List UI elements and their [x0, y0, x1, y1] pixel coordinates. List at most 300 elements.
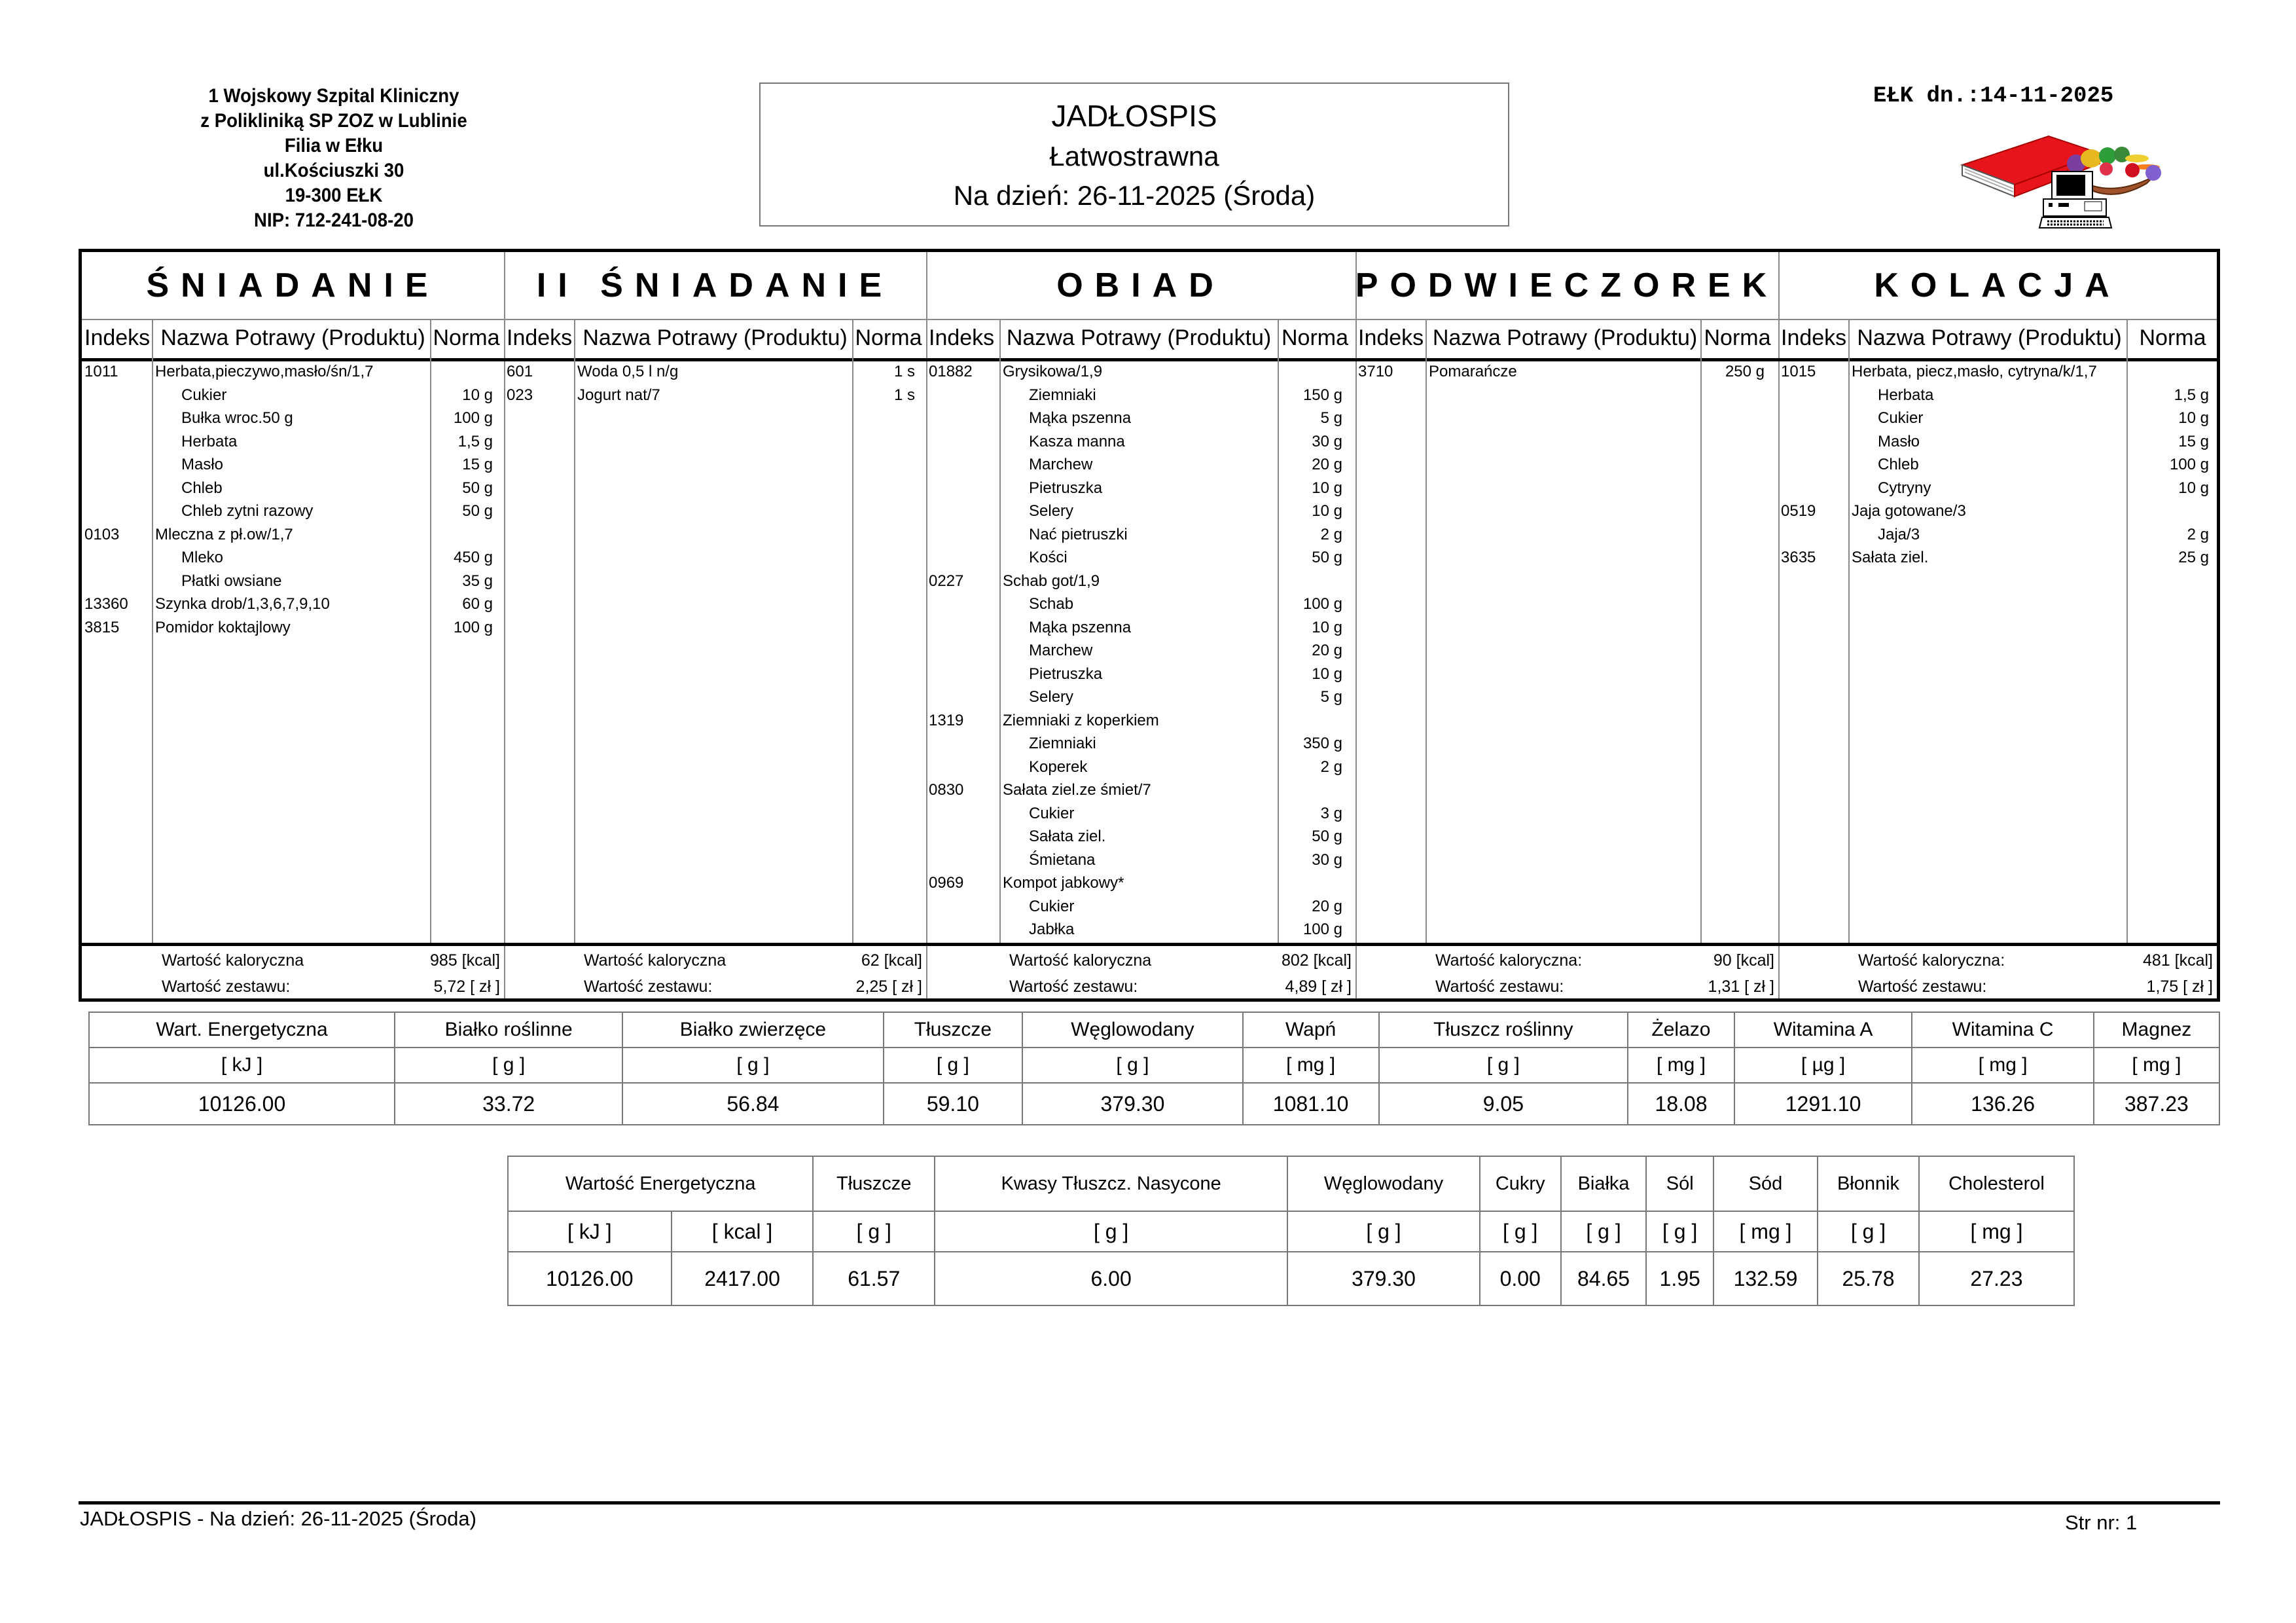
calories-value: 802 [kcal] — [1281, 951, 1352, 970]
cost-value: 5,72 [ zł ] — [433, 977, 500, 996]
menu-row — [1778, 407, 2217, 430]
item-norm: 50 g — [1312, 549, 1342, 566]
menu-row — [1778, 430, 2217, 454]
nutrient-header: Węglowodany — [1022, 1012, 1242, 1048]
menu-row — [1778, 360, 2217, 384]
menu-row — [926, 778, 1355, 802]
item-norm: 15 g — [462, 456, 493, 473]
column-header-norm: Norma — [855, 325, 922, 350]
menu-row — [82, 523, 504, 547]
menu-row — [82, 453, 504, 477]
menu-row — [926, 384, 1355, 407]
item-norm: 2 g — [2187, 525, 2209, 543]
column-header-name: Nazwa Potrawy (Produktu) — [583, 325, 848, 350]
ingredient-name: Kości — [1029, 549, 1067, 566]
menu-date: Na dzień: 26-11-2025 (Środa) — [953, 180, 1316, 211]
item-norm: 2 g — [1320, 757, 1342, 776]
cost-label: Wartość zestawu: — [162, 977, 291, 996]
nutrient-header: Kwasy Tłuszcz. Nasycone — [935, 1156, 1287, 1211]
column-header-name: Nazwa Potrawy (Produktu) — [1006, 325, 1272, 350]
nutrient-header: Białko zwierzęce — [622, 1012, 883, 1048]
footer-title: JADŁOSPIS - Na dzień: 26-11-2025 (Środa) — [80, 1507, 476, 1530]
nutrient-header: Magnez — [2094, 1012, 2219, 1048]
item-index: 1011 — [84, 363, 118, 380]
dish-name: Pomarańcze — [1429, 363, 1517, 380]
column-header-norm: Norma — [433, 325, 500, 350]
nutrient-header: Tłuszcze — [813, 1156, 935, 1211]
item-norm: 450 g — [453, 549, 493, 566]
item-norm: 25 g — [2178, 549, 2209, 566]
item-norm: 10 g — [1312, 479, 1342, 497]
column-header-index: Indeks — [84, 325, 151, 350]
nutrition-header-row — [508, 1156, 2074, 1211]
nutrient-unit: [ mg ] — [1713, 1211, 1818, 1252]
menu-row — [926, 523, 1355, 547]
item-norm: 3 g — [1320, 804, 1342, 822]
menu-row — [1355, 360, 1778, 384]
nutrient-value: 33.72 — [395, 1083, 622, 1125]
meal-title: PODWIECZOREK — [1355, 266, 1779, 304]
item-index: 13360 — [84, 595, 128, 613]
menu-row — [82, 477, 504, 500]
menu-row — [926, 593, 1355, 616]
item-index: 023 — [507, 386, 533, 404]
nutrient-unit: [ g ] — [395, 1048, 622, 1083]
item-norm: 1 s — [893, 363, 915, 380]
menu-row — [926, 756, 1355, 779]
menu-row — [926, 918, 1355, 941]
menu-row — [926, 546, 1355, 570]
nutrient-value: 136.26 — [1912, 1083, 2093, 1125]
menu-row — [926, 430, 1355, 454]
ingredient-name: Jabłka — [1029, 921, 1075, 938]
item-norm: 10 g — [1312, 618, 1342, 636]
nutrient-unit: [ mg ] — [1628, 1048, 1734, 1083]
ingredient-name: Herbata — [181, 432, 238, 450]
institution-line: Filia w Ełku — [284, 135, 384, 156]
dish-name: Herbata,pieczywo,masło/śn/1,7 — [155, 363, 374, 380]
nutrient-header: Żelazo — [1628, 1012, 1734, 1048]
calories-label: Wartość kaloryczna: — [1858, 951, 2005, 970]
nutrient-header: Witamina C — [1912, 1012, 2093, 1048]
cost-label: Wartość zestawu: — [1009, 977, 1138, 996]
meal-items — [504, 360, 926, 943]
menu-row — [926, 732, 1355, 756]
nutrient-header: Tłuszcz roślinny — [1379, 1012, 1628, 1048]
menu-row — [1778, 477, 2217, 500]
menu-row — [82, 570, 504, 593]
dish-name: Schab got/1,9 — [1003, 572, 1100, 590]
dish-name: Mleczna z pł.ow/1,7 — [155, 525, 293, 543]
dish-name: Kompot jabkowy* — [1003, 874, 1124, 892]
menu-row — [82, 360, 504, 384]
item-norm: 100 g — [453, 618, 493, 636]
nutrient-value: 25.78 — [1818, 1252, 1919, 1305]
item-norm: 5 g — [1320, 409, 1342, 427]
ingredient-name: Cukier — [1029, 897, 1075, 915]
menu-row — [82, 430, 504, 454]
nutrient-header: Wartość Energetyczna — [508, 1156, 813, 1211]
nutrient-header: Białka — [1561, 1156, 1647, 1211]
menu-row — [1778, 546, 2217, 570]
nutrient-unit: [ g ] — [935, 1211, 1287, 1252]
menu-row — [926, 453, 1355, 477]
nutrient-value: 18.08 — [1628, 1083, 1734, 1125]
item-norm: 2 g — [1320, 525, 1342, 543]
nutrition-table-label — [507, 1156, 2075, 1306]
cost-value: 1,75 [ zł ] — [2146, 977, 2213, 996]
ingredient-name: Schab — [1029, 595, 1074, 613]
meal-items — [1355, 360, 1778, 943]
menu-row — [1778, 453, 2217, 477]
ingredient-name: Cukier — [181, 386, 227, 404]
dish-name: Jaja gotowane/3 — [1852, 502, 1966, 520]
meal-column — [926, 252, 1355, 998]
item-index: 0519 — [1781, 502, 1816, 520]
dish-name: Herbata, piecz,masło, cytryna/k/1,7 — [1852, 363, 2097, 380]
institution-line: NIP: 712-241-08-20 — [254, 210, 414, 231]
footer-divider — [79, 1501, 2220, 1504]
ingredient-name: Sałata ziel. — [1029, 828, 1106, 845]
item-norm: 1,5 g — [2174, 386, 2209, 404]
ingredient-name: Śmietana — [1029, 850, 1096, 869]
menu-row — [926, 709, 1355, 733]
menu-row — [926, 500, 1355, 523]
menu-row — [926, 570, 1355, 593]
ingredient-name: Cytryny — [1878, 479, 1931, 497]
dish-name: Jogurt nat/7 — [577, 386, 660, 404]
nutrient-header: Tłuszcze — [884, 1012, 1023, 1048]
nutrient-value: 56.84 — [622, 1083, 883, 1125]
column-header-name: Nazwa Potrawy (Produktu) — [1857, 325, 2122, 350]
nutrient-unit: [ g ] — [1022, 1048, 1242, 1083]
column-header-norm: Norma — [1704, 325, 1771, 350]
meal-column — [1355, 252, 1778, 998]
item-norm: 20 g — [1312, 642, 1342, 659]
ingredient-name: Chleb — [181, 479, 223, 497]
item-norm: 10 g — [1312, 665, 1342, 683]
item-norm: 50 g — [1312, 828, 1342, 845]
institution-line: ul.Kościuszki 30 — [263, 160, 404, 181]
institution-line: z Polikliniką SP ZOZ w Lublinie — [200, 110, 467, 132]
nutrient-header: Błonnik — [1818, 1156, 1919, 1211]
ingredient-name: Bułka wroc.50 g — [181, 409, 293, 427]
ingredient-name: Chleb zytni razowy — [181, 502, 314, 520]
item-norm: 100 g — [2169, 456, 2209, 473]
cost-label: Wartość zestawu: — [1858, 977, 1987, 996]
ingredient-name: Mąka pszenna — [1029, 409, 1132, 427]
menu-row — [82, 546, 504, 570]
column-header-row — [1778, 319, 2217, 361]
ingredient-name: Ziemniaki — [1029, 735, 1096, 752]
nutrient-unit: [ kJ ] — [89, 1048, 395, 1083]
nutrient-unit: [ kJ ] — [508, 1211, 672, 1252]
calories-value: 62 [kcal] — [861, 951, 922, 970]
document-title: JADŁOSPIS — [1051, 99, 1217, 133]
nutrient-value: 379.30 — [1022, 1083, 1242, 1125]
nutrition-units-row — [89, 1048, 2219, 1083]
nutrition-values-row — [89, 1083, 2219, 1125]
nutrient-unit: [ g ] — [813, 1211, 935, 1252]
column-header-row — [82, 319, 504, 361]
calories-value: 985 [kcal] — [429, 951, 500, 970]
nutrient-unit: [ g ] — [1379, 1048, 1628, 1083]
nutrient-value: 1291.10 — [1734, 1083, 1912, 1125]
nutrient-header: Białko roślinne — [395, 1012, 622, 1048]
column-header-index: Indeks — [1358, 325, 1424, 350]
nutrient-header: Wart. Energetyczna — [89, 1012, 395, 1048]
item-norm: 100 g — [1302, 921, 1342, 938]
calories-label: Wartość kaloryczna: — [1435, 951, 1583, 970]
nutrient-unit: [ g ] — [884, 1048, 1023, 1083]
ingredient-name: Kasza manna — [1029, 432, 1125, 450]
meal-summary — [82, 943, 504, 1002]
nutrient-unit: [ mg ] — [2094, 1048, 2219, 1083]
item-norm: 5 g — [1320, 688, 1342, 706]
column-header-index: Indeks — [507, 325, 573, 350]
item-index: 3710 — [1358, 363, 1393, 380]
menu-row — [926, 871, 1355, 895]
column-header-name: Nazwa Potrawy (Produktu) — [160, 325, 425, 350]
meal-column — [504, 252, 926, 998]
ingredient-name: Herbata — [1878, 386, 1934, 404]
item-norm: 150 g — [1302, 386, 1342, 404]
nutrition-units-row — [508, 1211, 2074, 1252]
nutrient-value: 84.65 — [1561, 1252, 1647, 1305]
calories-label: Wartość kaloryczna — [162, 951, 304, 970]
dish-name: Sałata ziel. — [1852, 549, 1929, 566]
nutrient-value: 27.23 — [1919, 1252, 2074, 1305]
menu-row — [926, 848, 1355, 872]
nutrient-value: 0.00 — [1480, 1252, 1561, 1305]
item-norm: 100 g — [1302, 595, 1342, 613]
nutrient-unit: [ mg ] — [1919, 1211, 2074, 1252]
book-fruit-computer-icon — [1957, 131, 2179, 229]
nutrient-unit: [ g ] — [1287, 1211, 1480, 1252]
nutrient-header: Cukry — [1480, 1156, 1561, 1211]
item-norm: 15 g — [2178, 432, 2209, 450]
cost-label: Wartość zestawu: — [1435, 977, 1564, 996]
item-norm: 50 g — [462, 502, 493, 520]
nutrient-value: 59.10 — [884, 1083, 1023, 1125]
menu-row — [82, 384, 504, 407]
item-norm: 50 g — [462, 479, 493, 497]
menu-row — [926, 360, 1355, 384]
ingredient-name: Jaja/3 — [1878, 525, 1920, 543]
ingredient-name: Marchew — [1029, 642, 1093, 659]
column-header-norm: Norma — [2139, 325, 2206, 350]
menu-row — [926, 685, 1355, 709]
ingredient-name: Selery — [1029, 688, 1074, 706]
dish-name: Ziemniaki z koperkiem — [1003, 711, 1159, 729]
item-norm: 30 g — [1312, 850, 1342, 869]
nutrient-value: 132.59 — [1713, 1252, 1818, 1305]
item-index: 3635 — [1781, 549, 1816, 566]
nutrient-unit: [ mg ] — [1912, 1048, 2093, 1083]
column-header-row — [926, 319, 1355, 361]
nutrient-header: Sód — [1713, 1156, 1818, 1211]
ingredient-name: Cukier — [1029, 804, 1075, 822]
institution-line: 19-300 EŁK — [285, 185, 383, 206]
menu-row — [926, 616, 1355, 640]
menu-row — [82, 616, 504, 640]
nutrient-header: Węglowodany — [1287, 1156, 1480, 1211]
ingredient-name: Koperek — [1029, 757, 1088, 776]
ingredient-name: Chleb — [1878, 456, 1919, 473]
ingredient-name: Masło — [181, 456, 224, 473]
menu-row — [926, 802, 1355, 826]
nutrient-header: Wapń — [1243, 1012, 1379, 1048]
meal-title: II ŚNIADANIE — [536, 266, 894, 304]
menu-row — [82, 407, 504, 430]
item-index: 0103 — [84, 525, 120, 543]
ingredient-name: Nać pietruszki — [1029, 525, 1128, 543]
item-norm: 20 g — [1312, 456, 1342, 473]
item-norm: 1,5 g — [457, 432, 493, 450]
item-index: 1015 — [1781, 363, 1816, 380]
meal-items — [1778, 360, 2217, 943]
nutrition-values-row — [508, 1252, 2074, 1305]
nutrition-header-row — [89, 1012, 2219, 1048]
ingredient-name: Płatki owsiane — [181, 572, 282, 590]
menu-row — [1778, 384, 2217, 407]
item-index: 0227 — [929, 572, 964, 590]
column-header-row — [504, 319, 926, 361]
nutrient-value: 61.57 — [813, 1252, 935, 1305]
nutrient-header: Witamina A — [1734, 1012, 1912, 1048]
item-norm: 20 g — [1312, 897, 1342, 915]
ingredient-name: Ziemniaki — [1029, 386, 1096, 404]
calories-value: 481 [kcal] — [2142, 951, 2213, 970]
nutrient-unit: [ kcal ] — [672, 1211, 814, 1252]
institution-line: 1 Wojskowy Szpital Kliniczny — [208, 85, 459, 107]
meal-items — [926, 360, 1355, 943]
meal-column — [1778, 252, 2217, 998]
meal-items — [82, 360, 504, 943]
cost-value: 4,89 [ zł ] — [1285, 977, 1352, 996]
meal-column — [82, 252, 504, 998]
menu-row — [82, 593, 504, 616]
item-norm: 100 g — [453, 409, 493, 427]
cost-label: Wartość zestawu: — [584, 977, 713, 996]
nutrient-header: Cholesterol — [1919, 1156, 2074, 1211]
menu-row — [504, 360, 926, 384]
nutrient-value: 387.23 — [2094, 1083, 2219, 1125]
nutrient-value: 6.00 — [935, 1252, 1287, 1305]
meal-summary — [504, 943, 926, 1002]
nutrient-unit: [ g ] — [1561, 1211, 1647, 1252]
menu-row — [926, 407, 1355, 430]
dish-name: Sałata ziel.ze śmiet/7 — [1003, 781, 1151, 799]
item-index: 3815 — [84, 618, 120, 636]
menu-row — [504, 384, 926, 407]
nutrition-table-daily — [88, 1012, 2220, 1125]
item-norm: 10 g — [2178, 409, 2209, 427]
menu-row — [1778, 500, 2217, 523]
calories-label: Wartość kaloryczna — [1009, 951, 1152, 970]
nutrient-value: 1.95 — [1646, 1252, 1713, 1305]
print-date: EŁK dn.:14-11-2025 — [1873, 84, 2114, 109]
page-number: Str nr: 1 — [2065, 1511, 2138, 1534]
menu-row — [926, 825, 1355, 848]
item-norm: 60 g — [462, 595, 493, 613]
item-norm: 10 g — [462, 386, 493, 404]
item-norm: 10 g — [1312, 502, 1342, 520]
column-header-index: Indeks — [1781, 325, 1847, 350]
cost-value: 2,25 [ zł ] — [855, 977, 922, 996]
calories-value: 90 [kcal] — [1713, 951, 1774, 970]
ingredient-name: Mąka pszenna — [1029, 618, 1132, 636]
nutrient-value: 2417.00 — [672, 1252, 814, 1305]
nutrient-unit: [ g ] — [1818, 1211, 1919, 1252]
menu-row — [926, 639, 1355, 663]
item-index: 01882 — [929, 363, 973, 380]
meal-summary — [926, 943, 1355, 1002]
nutrient-value: 10126.00 — [508, 1252, 672, 1305]
item-index: 0969 — [929, 874, 964, 892]
menu-row — [82, 500, 504, 523]
item-index: 0830 — [929, 781, 964, 799]
item-norm: 10 g — [2178, 479, 2209, 497]
menu-row — [926, 895, 1355, 919]
cost-value: 1,31 [ zł ] — [1708, 977, 1774, 996]
menu-table — [79, 249, 2220, 1002]
menu-row — [1778, 523, 2217, 547]
meal-title: OBIAD — [1056, 266, 1225, 304]
column-header-norm: Norma — [1281, 325, 1349, 350]
meal-summary — [1355, 943, 1778, 1002]
nutrient-unit: [ g ] — [1646, 1211, 1713, 1252]
nutrient-unit: [ g ] — [622, 1048, 883, 1083]
nutrient-unit: [ µg ] — [1734, 1048, 1912, 1083]
nutrient-value: 9.05 — [1379, 1083, 1628, 1125]
item-norm: 250 g — [1725, 363, 1765, 380]
meal-title: KOLACJA — [1874, 266, 2121, 304]
nutrient-unit: [ mg ] — [1243, 1048, 1379, 1083]
institution-address — [135, 84, 532, 233]
ingredient-name: Marchew — [1029, 456, 1093, 473]
nutrient-header: Sól — [1646, 1156, 1713, 1211]
menu-row — [926, 477, 1355, 500]
dish-name: Szynka drob/1,3,6,7,9,10 — [155, 595, 330, 613]
ingredient-name: Masło — [1878, 432, 1920, 450]
dish-name: Grysikowa/1,9 — [1003, 363, 1103, 380]
column-header-index: Indeks — [929, 325, 995, 350]
nutrient-unit: [ g ] — [1480, 1211, 1561, 1252]
item-norm: 30 g — [1312, 432, 1342, 450]
ingredient-name: Mleko — [181, 549, 224, 566]
ingredient-name: Cukier — [1878, 409, 1924, 427]
ingredient-name: Pietruszka — [1029, 665, 1103, 683]
ingredient-name: Selery — [1029, 502, 1074, 520]
ingredient-name: Pietruszka — [1029, 479, 1103, 497]
diet-name: Łatwostrawna — [1049, 141, 1219, 172]
item-norm: 1 s — [893, 386, 915, 404]
meal-title: ŚNIADANIE — [146, 266, 440, 304]
nutrient-value: 1081.10 — [1243, 1083, 1379, 1125]
menu-row — [926, 663, 1355, 686]
title-box — [759, 82, 1509, 227]
item-index: 601 — [507, 363, 533, 380]
column-header-name: Nazwa Potrawy (Produktu) — [1432, 325, 1698, 350]
column-header-row — [1355, 319, 1778, 361]
nutrient-value: 10126.00 — [89, 1083, 395, 1125]
item-index: 1319 — [929, 711, 964, 729]
item-norm: 350 g — [1302, 735, 1342, 752]
meal-summary — [1778, 943, 2217, 1002]
dish-name: Woda 0,5 l n/g — [577, 363, 679, 380]
dish-name: Pomidor koktajlowy — [155, 618, 291, 636]
